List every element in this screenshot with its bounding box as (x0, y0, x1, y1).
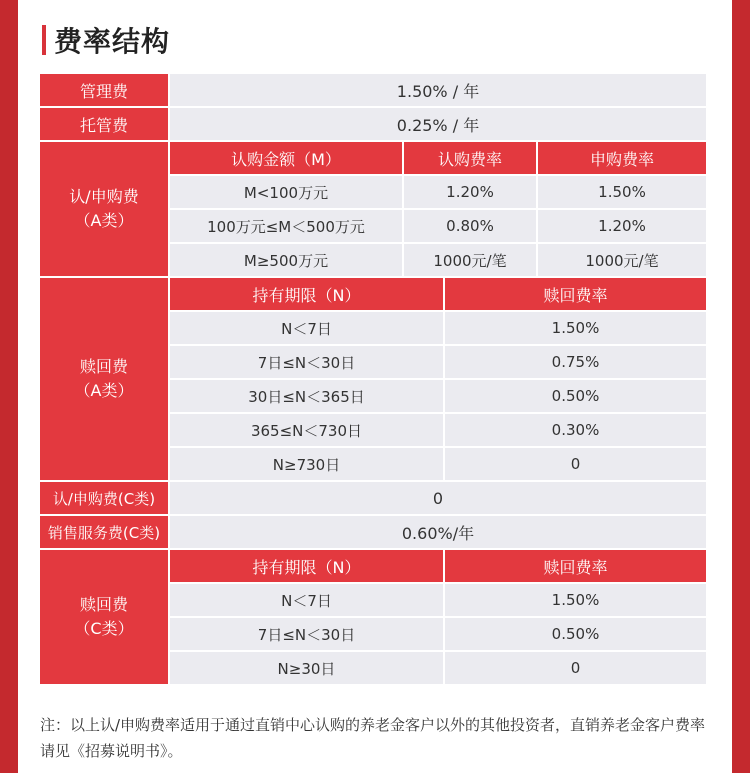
subscription-a-label (40, 142, 170, 278)
sales-service-fee-value: 0.60%/年 (170, 516, 706, 550)
management-fee-value: 1.50% / 年 (170, 74, 706, 108)
amount-cell: M≥500万元 (170, 244, 404, 278)
subscription-c-label: 认/申购费(C类) (40, 482, 170, 516)
management-fee-label: 管理费 (40, 74, 170, 108)
table-row (170, 244, 706, 278)
subscription-a-label-line2: （A类） (74, 211, 134, 230)
redemption-rate-cell: 0 (445, 652, 706, 686)
redemption-c-header-row (170, 550, 706, 584)
holding-period-cell: N≥730日 (170, 448, 445, 482)
redemption-a-label-line2: （A类） (74, 381, 134, 400)
redemption-a-label (40, 278, 170, 482)
subscription-a-label-line1: 认/申购费 (69, 187, 139, 206)
holding-period-cell: 30日≤N＜365日 (170, 380, 445, 414)
redemption-c-table (170, 550, 706, 686)
header-purchase-rate: 申购费率 (538, 142, 706, 176)
section-heading (42, 20, 170, 60)
holding-period-cell: N≥30日 (170, 652, 445, 686)
amount-cell: 100万元≤M＜500万元 (170, 210, 404, 244)
table-row (170, 652, 706, 686)
redemption-a-label-line1: 赎回费 (79, 357, 128, 376)
custody-fee-label: 托管费 (40, 108, 170, 142)
footnote: 注：以上认/申购费率适用于通过直销中心认购的养老金客户以外的其他投资者，直销养老金客户费率请见《招募说明书》。 (40, 716, 706, 760)
redemption-rate-cell: 0 (445, 448, 706, 482)
table-row (170, 176, 706, 210)
table-row (170, 380, 706, 414)
subscription-rate-cell: 1000元/笔 (404, 244, 538, 278)
header-holding-period: 持有期限（N） (170, 550, 445, 584)
holding-period-cell: N＜7日 (170, 312, 445, 346)
custody-fee-row (40, 108, 706, 142)
purchase-rate-cell: 1.20% (538, 210, 706, 244)
table-row (170, 414, 706, 448)
table-row (170, 618, 706, 652)
sales-service-fee-row (40, 516, 706, 550)
custody-fee-value: 0.25% / 年 (170, 108, 706, 142)
amount-cell: M<100万元 (170, 176, 404, 210)
redemption-rate-cell: 1.50% (445, 312, 706, 346)
redemption-a-group (40, 278, 706, 482)
holding-period-cell: 7日≤N＜30日 (170, 618, 445, 652)
header-holding-period: 持有期限（N） (170, 278, 445, 312)
holding-period-cell: 7日≤N＜30日 (170, 346, 445, 380)
table-row (170, 584, 706, 618)
header-subscription-amount: 认购金额（M） (170, 142, 404, 176)
holding-period-cell: N＜7日 (170, 584, 445, 618)
subscription-rate-cell: 1.20% (404, 176, 538, 210)
redemption-rate-cell: 0.50% (445, 618, 706, 652)
section-title: 费率结构 (54, 25, 171, 58)
header-redemption-rate: 赎回费率 (445, 278, 706, 312)
header-redemption-rate: 赎回费率 (445, 550, 706, 584)
fee-card (18, 0, 732, 773)
redemption-rate-cell: 0.30% (445, 414, 706, 448)
redemption-rate-cell: 0.75% (445, 346, 706, 380)
fee-table (40, 74, 706, 686)
subscription-c-row (40, 482, 706, 516)
redemption-rate-cell: 0.50% (445, 380, 706, 414)
holding-period-cell: 365≤N＜730日 (170, 414, 445, 448)
heading-accent-bar (42, 25, 46, 55)
table-row (170, 210, 706, 244)
redemption-c-label-line2: （C类） (74, 619, 134, 638)
table-row (170, 346, 706, 380)
table-row (170, 312, 706, 346)
subscription-a-header-row (170, 142, 706, 176)
subscription-a-group (40, 142, 706, 278)
redemption-c-label-line1: 赎回费 (79, 595, 128, 614)
redemption-rate-cell: 1.50% (445, 584, 706, 618)
redemption-a-header-row (170, 278, 706, 312)
sales-service-fee-label: 销售服务费(C类) (40, 516, 170, 550)
subscription-c-value: 0 (170, 482, 706, 516)
header-subscription-rate: 认购费率 (404, 142, 538, 176)
purchase-rate-cell: 1.50% (538, 176, 706, 210)
management-fee-row (40, 74, 706, 108)
subscription-rate-cell: 0.80% (404, 210, 538, 244)
redemption-c-group (40, 550, 706, 686)
redemption-a-table (170, 278, 706, 482)
table-row (170, 448, 706, 482)
purchase-rate-cell: 1000元/笔 (538, 244, 706, 278)
redemption-c-label (40, 550, 170, 686)
subscription-a-table (170, 142, 706, 278)
